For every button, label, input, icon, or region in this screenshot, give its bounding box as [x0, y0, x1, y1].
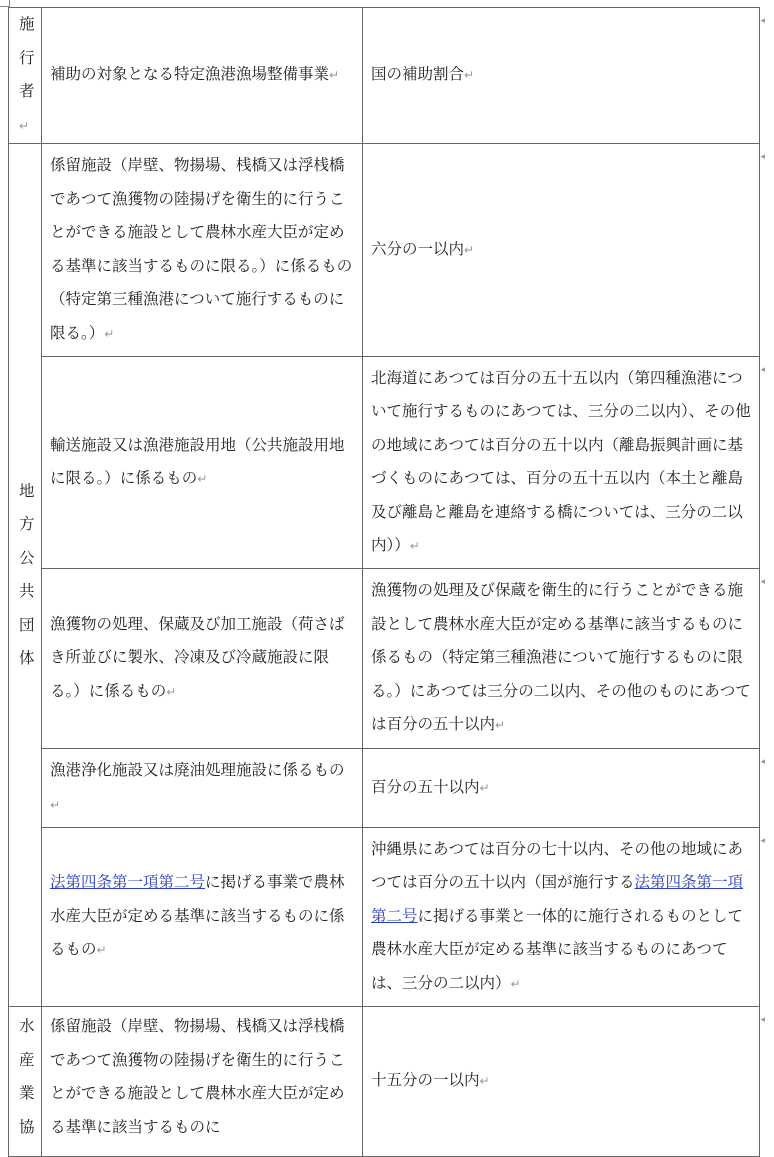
- return-mark: ↵: [495, 718, 506, 733]
- return-mark: ↵: [104, 326, 115, 341]
- rate-cell: [363, 749, 760, 828]
- rate-cell: [363, 569, 760, 749]
- return-mark: ↵: [409, 539, 420, 553]
- group-actor-fisheries-cooperative: 水産業協: [19, 1017, 35, 1136]
- target-cell: [42, 1007, 363, 1157]
- rate-text: に掲げる事業と一体的に施行されるものとして農林水産大臣が定める基準に該当するものにあつては、三分の二以内）: [371, 906, 744, 992]
- table-row: [9, 144, 760, 357]
- page-corner-mark: [0, 0, 10, 7]
- target-text: 輸送施設又は漁港施設用地（公共施設用地に限る。）に係るもの: [50, 435, 345, 487]
- table-header-row: [9, 8, 760, 144]
- target-text: 漁港浄化施設又は廃油処理施設に係るもの: [50, 761, 345, 779]
- return-mark: ↵: [510, 976, 521, 991]
- law-article-link[interactable]: 法第四条第一項第二号: [371, 873, 744, 925]
- subsidy-table: [8, 7, 760, 1157]
- return-mark: ↵: [479, 780, 490, 795]
- rate-text: 漁獲物の処理及び保蔵を衛生的に行うことができる施設として農林水産大臣が定める基準に該当するものに係るもの（特定第三種漁港について施行するものに限る。）にあつては三分の二以内、その他のものにあつては百分の五十以内: [371, 581, 751, 734]
- target-cell: [42, 828, 363, 1007]
- group-actor-cell: [9, 144, 42, 1007]
- return-mark: ↵: [479, 1074, 490, 1089]
- return-mark: ↵: [464, 242, 475, 257]
- return-mark: ↵: [50, 797, 61, 812]
- header-target-cell: [42, 8, 363, 144]
- return-mark: ↵: [464, 68, 475, 83]
- header-actor-cell: [9, 8, 42, 144]
- target-text: 係留施設（岸壁、物揚場、桟橋又は浮桟橋であつて漁獲物の陸揚げを衛生的に行うことができる施設として農林水産大臣が定める基準に該当するものに限る。）に係るもの（特定第三種漁港について施行するものに限る。）: [50, 156, 353, 342]
- table-row: [9, 749, 760, 828]
- target-cell: [42, 569, 363, 749]
- target-text: 係留施設（岸壁、物揚場、桟橋又は浮桟橋であつて漁獲物の陸揚げを衛生的に行うことができる施設として農林水産大臣が定める基準に該当するものに: [50, 1017, 345, 1136]
- rate-text: 十五分の一以内: [371, 1071, 480, 1090]
- return-mark: ↵: [166, 684, 177, 699]
- table-row: [9, 828, 760, 1007]
- header-target: 補助の対象となる特定漁港漁場整備事業: [50, 65, 330, 84]
- law-article-link[interactable]: 法第四条第一項第二号: [50, 873, 206, 892]
- rate-text: 百分の五十以内: [371, 777, 480, 796]
- header-rate-cell: [363, 8, 760, 144]
- header-rate: 国の補助割合: [371, 65, 465, 84]
- target-cell: [42, 144, 363, 357]
- return-mark: ↵: [96, 943, 107, 958]
- rate-cell: [363, 1007, 760, 1157]
- header-actor: 施行者: [19, 15, 35, 100]
- rate-cell: [363, 828, 760, 1007]
- return-mark: ↵: [329, 68, 340, 83]
- target-cell: [42, 357, 363, 569]
- table-row: [9, 357, 760, 569]
- rate-cell: [363, 144, 760, 357]
- return-mark: ↵: [19, 118, 30, 133]
- return-mark: ↵: [197, 472, 208, 486]
- target-text: に掲げる事業で農林水産大臣が定める基準に該当するものに係るもの: [50, 873, 345, 959]
- rate-text-prefix: 沖縄県にあつては百分の七十以内、その他の地域にあつては百分の五十以内（国が施行する: [371, 839, 744, 892]
- table-row: [9, 569, 760, 749]
- group-actor-cell: [9, 1007, 42, 1157]
- rate-cell: [363, 357, 760, 569]
- table-row: [9, 1007, 760, 1157]
- rate-text: 六分の一以内: [371, 239, 465, 258]
- group-actor-local-government: 地方公共団体: [19, 481, 35, 667]
- target-text: 漁獲物の処理、保蔵及び加工施設（荷さばき所並びに製氷、冷凍及び冷蔵施設に限る。）に係るもの: [50, 614, 345, 700]
- target-cell: [42, 749, 363, 828]
- rate-text: 北海道にあつては百分の五十五以内（第四種漁港について施行するものにあつては、三分の二以内）、その他の地域にあつては百分の五十以内（離島振興計画に基づくものにあつては、百分の五十五以内（本土と離島及び離島と離島を連絡する橋については、三分の二以内））: [371, 368, 751, 554]
